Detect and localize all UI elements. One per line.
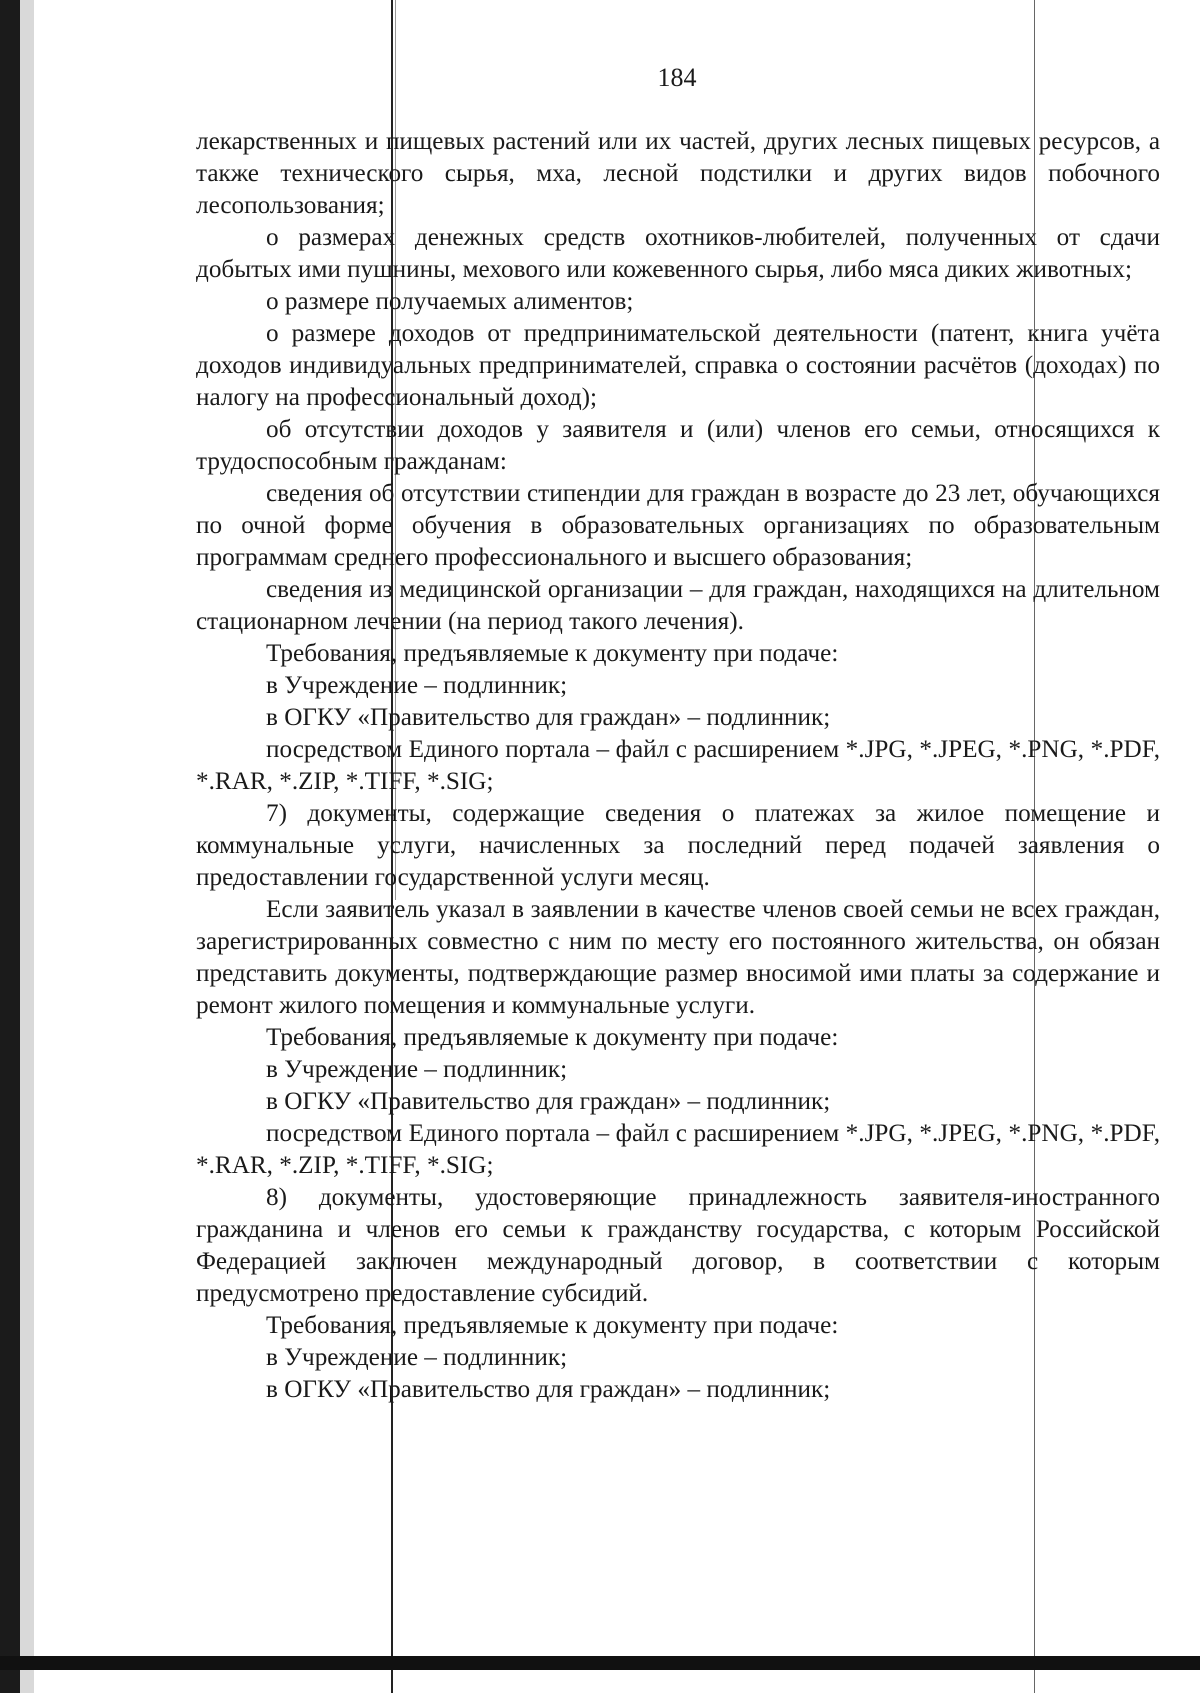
document-paragraph: в Учреждение – подлинник; xyxy=(266,1344,568,1371)
document-body xyxy=(196,126,1160,1406)
document-paragraph: Если заявитель указал в заявлении в качестве членов своей семьи не всех граждан, зарегистрированных совместно с ним по месту его постоянного жительства, он обязан представить документы, подтверждающие размер вносимой ими платы за содержание и ремонт жилого помещения и коммунальные услуги. xyxy=(196,896,1160,1019)
document-paragraph: сведения об отсутствии стипендии для граждан в возрасте до 23 лет, обучающихся по очной форме обучения в образовательных организациях по образовательным программам среднего профессионального и высшего образования; xyxy=(196,480,1160,571)
document-paragraph: в Учреждение – подлинник; xyxy=(266,672,568,699)
document-paragraph: об отсутствии доходов у заявителя и (или) членов его семьи, относящихся к трудоспособным гражданам: xyxy=(196,416,1160,475)
page-number: 184 xyxy=(657,63,697,92)
document-paragraph: 8) документы, удостоверяющие принадлежность заявителя-иностранного гражданина и членов его семьи к гражданству государства, с которым Российской Федерацией заключен международный договор, в соответствии с которым предусмотрено предоставление субсидий. xyxy=(196,1184,1160,1307)
document-paragraph: в ОГКУ «Правительство для граждан» – подлинник; xyxy=(266,704,831,731)
document-paragraph: Требования, предъявляемые к документу при подаче: xyxy=(266,1024,839,1051)
document-paragraph: 7) документы, содержащие сведения о платежах за жилое помещение и коммунальные услуги, начисленных за последний перед подачей заявления о предоставлении государственной услуги месяц. xyxy=(196,800,1160,891)
document-paragraph: посредством Единого портала – файл с расширением *.JPG, *.JPEG, *.PNG, *.PDF, *.RAR, *.ZIP, *.TIFF, *.SIG; xyxy=(196,1120,1160,1179)
document-paragraph: в ОГКУ «Правительство для граждан» – подлинник; xyxy=(266,1088,831,1115)
document-paragraph: о размерах денежных средств охотников-любителей, полученных от сдачи добытых ими пушнины, мехового или кожевенного сырья, либо мяса диких животных; xyxy=(196,224,1160,283)
document-paragraph: посредством Единого портала – файл с расширением *.JPG, *.JPEG, *.PNG, *.PDF, *.RAR, *.ZIP, *.TIFF, *.SIG; xyxy=(196,736,1160,795)
scan-edge-gray xyxy=(20,0,34,1693)
document-paragraph: о размере получаемых алиментов; xyxy=(266,288,634,315)
document-paragraph: Требования, предъявляемые к документу при подаче: xyxy=(266,640,839,667)
document-paragraph: о размере доходов от предпринимательской деятельности (патент, книга учёта доходов индивидуальных предпринимателей, справка о состоянии расчётов (доходах) по налогу на профессиональный доход); xyxy=(196,320,1160,411)
scan-edge-shadow xyxy=(0,0,20,1693)
document-paragraph: сведения из медицинской организации – для граждан, находящихся на длительном стационарном лечении (на период такого лечения). xyxy=(196,576,1160,635)
scan-bottom-edge xyxy=(0,1656,1200,1670)
document-paragraph: в ОГКУ «Правительство для граждан» – подлинник; xyxy=(266,1376,831,1403)
document-paragraph: лекарственных и пищевых растений или их частей, других лесных пищевых ресурсов, а также технического сырья, мха, лесной подстилки и других видов побочного лесопользования; xyxy=(196,128,1160,219)
document-paragraph: в Учреждение – подлинник; xyxy=(266,1056,568,1083)
document-paragraph: Требования, предъявляемые к документу при подаче: xyxy=(266,1312,839,1339)
